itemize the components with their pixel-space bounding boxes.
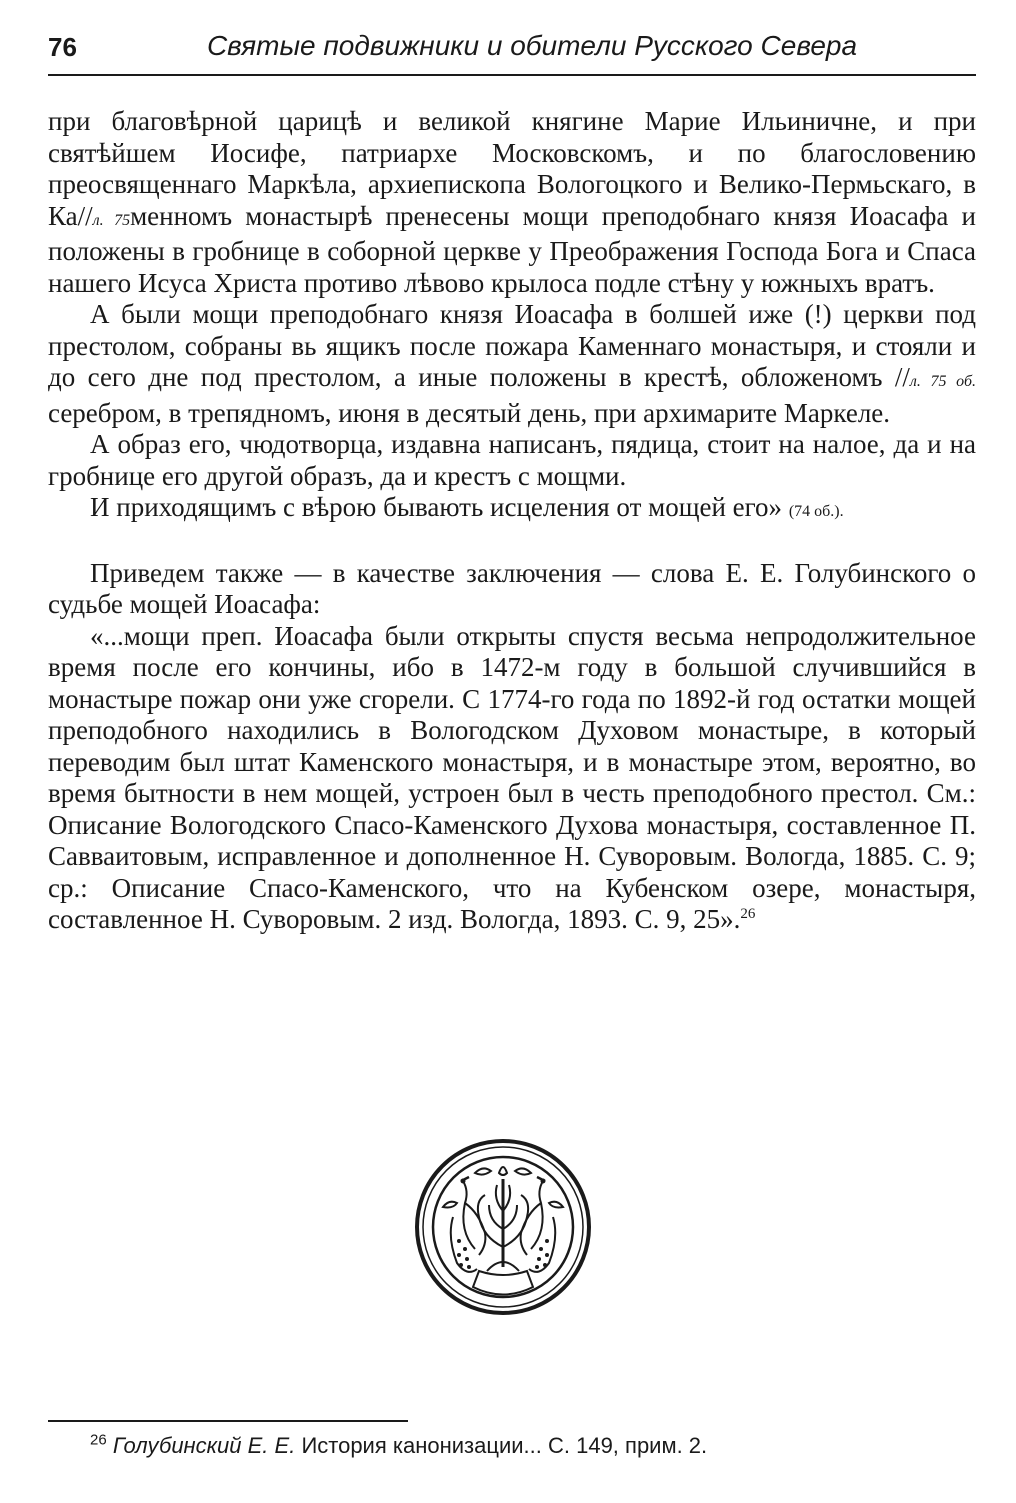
citation-text: «...мощи преп. Иоасафа были открыты спустя весьма непродолжительное время после его кончины, ибо в 1472-м году в большой случившийся в монастыре пожар они уже сгорели. С 1774-го года по 1892-й год остатки мощей преподобного находились в Вологодском Духовом монастыре, в который переводим был штат Каменского монастыря, и в монастыре этом, вероятно, во время бытности в нем мощей, устроен был в честь преподобного престол. См.: Описание Вологодского Спасо-Каменского Духова монастыря, составленное П. Савваитовым, исправленное и дополненное Н. Суворовым. Вологда, 1885. С. 9; ср.: Описание Спасо-Каменского, что на Кубенском озере, монастыря, составленное Н. Суворовым. 2 изд. Вологда, 1893. С. 9, 25». <box>48 620 976 934</box>
page-number: 76 <box>48 32 77 62</box>
footnote-divider <box>48 1420 408 1422</box>
footnote-number: 26 <box>90 1431 107 1449</box>
footnote-reference: 26 <box>740 906 756 922</box>
footnote <box>90 1432 970 1460</box>
running-title: Святые подвижники и обители Русского Севера <box>206 30 858 61</box>
quote-text: менномъ монастырѣ пренесены мощи преподобнаго князя Иоасафа и положены в гробнице в соборной церкве у Преображения Господа Бога и Спаса нашего Исуса Христа противо лѣвово крылоса подле стѣну у южныхъ вратъ. <box>48 200 976 298</box>
body-text <box>48 106 976 936</box>
quote-paragraph-4 <box>48 492 976 528</box>
paragraph-citation <box>48 621 976 936</box>
footnote-text: История канонизации... С. 149, прим. 2. <box>301 1433 708 1458</box>
ornament-peacocks-vase-icon <box>413 1137 593 1317</box>
paragraph-intro: Приведем также — в качестве заключения — слова Е. Е. Голубинского о судьбе мощей Иоасафа: <box>48 557 976 619</box>
quote-paragraph-1 <box>48 106 976 299</box>
folio-marker: л. 75 об. <box>909 373 976 390</box>
quote-paragraph-2 <box>48 299 976 429</box>
quote-text: серебром, в трепядномъ, июня в десятый день, при архимарите Маркеле. <box>48 397 891 428</box>
folio-marker: л. 75 <box>92 211 131 229</box>
folio-reference: (74 об.). <box>788 503 844 520</box>
quote-paragraph-3: А образ его, чюдотворца, издавна написанъ, пядица, стоит на налое, да и на гробнице его другой образъ, да и крестъ с мощми. <box>48 429 976 491</box>
quote-text: при благовѣрной царицѣ и великой княгине Марие Ильиничне, и при святѣйшем Иосифе, патриархе Московскомъ, и по благословению преосвященнаго Маркѣла, архиепископа Вологоцкого и Велико-Пермьскаго, в Ка// <box>48 106 976 231</box>
quote-text: И приходящимъ с вѣрою бывають исцеления от мощей его» <box>90 492 783 522</box>
quote-text: А были мощи преподобнаго князя Иоасафа в болшей иже (!) церкви под престолом, собраны вь ящикъ после пожара Каменнаго монастыря, и стояли и до сего дне под престолом, а иные положены в крестѣ, обложеномъ // <box>48 299 976 392</box>
footnote-author: Голубинский Е. Е. <box>112 1433 296 1458</box>
page-header <box>48 28 976 76</box>
